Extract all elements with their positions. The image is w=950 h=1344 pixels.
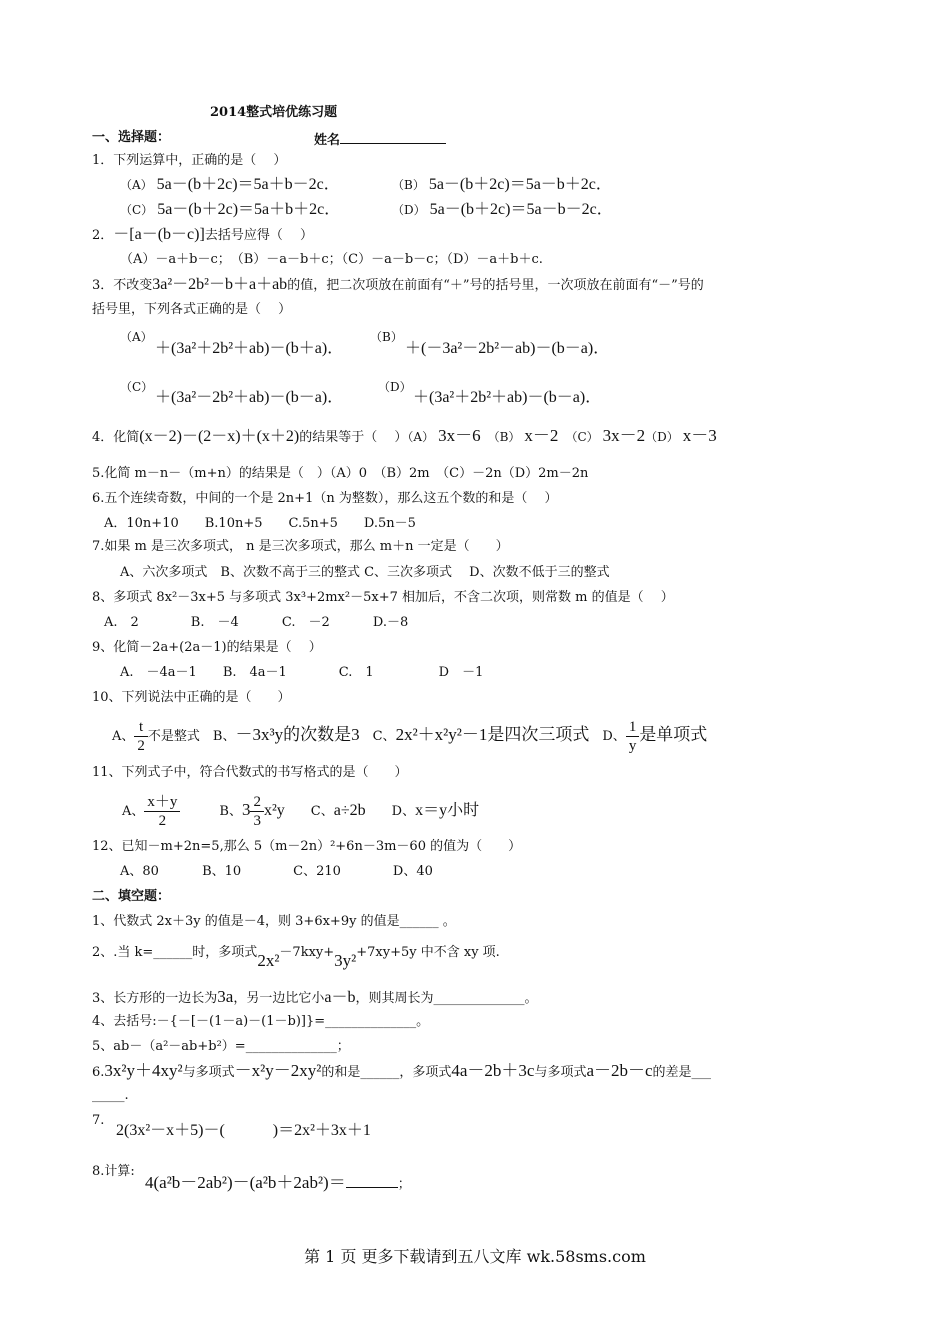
q8: 8、多项式 8x²－3x+5 与多项式 3x³+2mx²－5x+7 相加后，不含二次项，则常数 m 的值是（ ） xyxy=(92,590,674,605)
q8-options: A. 2 B. －4 C. －2 D.－8 xyxy=(104,615,409,630)
q3-option-c-label: （C） xyxy=(120,380,154,394)
f2: 2、.当 k=______时，多项式2x²－7kxy+3y²+7xy+5y 中不含 xy 项. xyxy=(92,945,500,970)
q1-option-c: （C） 5a－(b＋2c)＝5a＋b＋2c． xyxy=(120,201,341,218)
q3-option-c: ＋(3a²－2b²＋ab)－(b－a)． xyxy=(155,389,344,406)
q11-options: A、 $\frac{x+y}{2}$ B、3 $\frac{2}{3}$ x²y C、a÷2b D、x＝y小时 xyxy=(122,794,480,829)
q2-stem: 2．－[a－(b－c)]去括号应得（ ） xyxy=(92,226,313,243)
q1-option-b: （B） 5a－(b＋2c)＝5a－b＋2c． xyxy=(392,176,612,193)
f4: 4、去括号:－{－[－(1－a)－(1－b)]}=______________。 xyxy=(92,1014,430,1029)
f8-blank xyxy=(346,1173,398,1188)
name-field xyxy=(314,129,446,150)
q10-a-fraction: $\frac{t}{2}$ xyxy=(134,718,148,755)
q3-option-d-label: （D） xyxy=(378,380,412,394)
f7-label: 7. xyxy=(92,1113,105,1128)
q1-option-d: （D） 5a－(b＋2c)＝5a－b－2c． xyxy=(392,201,613,218)
f8-label: 8.计算: xyxy=(92,1164,135,1179)
name-label: 姓名 xyxy=(314,133,341,148)
page-footer: 第 1 页 更多下载请到五八文库 wk.58sms.com xyxy=(304,1247,646,1266)
q9-options: A. －4a－1 B. 4a－1 C. 1 D －1 xyxy=(120,665,484,680)
q11-b-fraction: $\frac{2}{3}$ xyxy=(250,793,264,830)
q11: 11、下列式子中，符合代数式的书写格式的是（ ） xyxy=(92,765,408,780)
q5: 5.化简 m－n－（m+n）的结果是（ ）（A）0 （B）2m （C）－2n（D）2m－2n xyxy=(92,466,589,481)
q3-option-b: ＋(－3a²－2b²－ab)－(b－a)． xyxy=(405,340,610,357)
f8: 4(a²b－2ab²)－(a²b＋2ab²)＝ ； xyxy=(145,1173,411,1192)
page-title: 2014整式培优练习题 xyxy=(210,105,338,120)
q11-a-fraction: $\frac{x+y}{2}$ xyxy=(144,793,180,830)
name-blank xyxy=(340,129,446,144)
q4-stem: 4．化简(x－2)－(2－x)＋(x＋2)的结果等于（ ）（A） 3x－6 （B） x－2 （C） 3x－2（D） x－3 xyxy=(92,426,717,445)
q7: 7.如果 m 是三次多项式， n 是三次多项式，那么 m＋n 一定是（ ） xyxy=(92,539,509,554)
q6-options: A．10n+10 B.10n+5 C.5n+5 D.5n－5 xyxy=(104,516,416,531)
q3-stem: 3．不改变3a²－2b²－b＋a＋ab的值，把二次项放在前面有“＋”号的括号里，一次项放在前面有“－”号的 xyxy=(92,276,704,293)
f3: 3、长方形的一边长为3a，另一边比它小a－b，则其周长为______________。 xyxy=(92,987,538,1006)
q10-options: A、 $\frac{t}{2}$ 不是整式 B、－3x³y的次数是3 C、2x²＋x²y²－1是四次三项式 D、 $\frac{1}{y}$ 是单项式 xyxy=(112,719,708,754)
q12: 12、已知－m+2n=5,那么 5（m－2n）²+6n－3m－60 的值为（ ） xyxy=(92,839,522,854)
q10: 10、下列说法中正确的是（ ） xyxy=(92,690,291,705)
f7: 2(3x²－x＋5)－( )＝2x²＋3x＋1 xyxy=(116,1122,371,1139)
q3-option-d: ＋(3a²＋2b²＋ab)－(b－a)． xyxy=(413,389,602,406)
q3-option-b-label: （B） xyxy=(370,330,403,344)
q3-option-a: ＋(3a²＋2b²＋ab)－(b＋a)． xyxy=(155,340,344,357)
section-fill-heading: 二、填空题： xyxy=(92,889,171,904)
q3-option-a-label: （A） xyxy=(120,330,153,344)
f6-cont: _____. xyxy=(92,1088,129,1103)
q1-stem: 1．下列运算中，正确的是（ ） xyxy=(92,153,287,168)
q12-options: A、80 B、10 C、210 D、40 xyxy=(120,864,433,879)
section-choice-heading: 一、选择题： xyxy=(92,130,171,145)
f6: 6.3x²y＋4xy²与多项式－x²y－2xy²的和是______，多项式4a－2b＋3c与多项式a－2b－c的差是___ xyxy=(92,1061,712,1080)
f5: 5、ab－（a²－ab+b²）=______________； xyxy=(92,1039,350,1054)
q7-options: A、六次多项式 B、次数不高于三的整式 C、三次多项式 D、次数不低于三的整式 xyxy=(120,565,610,580)
q3-stem-cont: 括号里，下列各式正确的是（ ） xyxy=(92,302,292,317)
q9: 9、化简－2a+(2a－1)的结果是（ ） xyxy=(92,640,322,655)
f1: 1、代数式 2x＋3y 的值是－4，则 3+6x+9y 的值是______ 。 xyxy=(92,914,456,929)
q6: 6.五个连续奇数，中间的一个是 2n+1（n 为整数），那么这五个数的和是（ ） xyxy=(92,491,558,506)
q2-options: （A）－a＋b－c； （B）－a－b＋c；（C）－a－b－c；（D）－a＋b＋c. xyxy=(120,252,543,267)
q10-d-fraction: $\frac{1}{y}$ xyxy=(626,718,640,755)
q1-option-a: （A） 5a－(b＋2c)＝5a＋b－2c． xyxy=(120,176,340,193)
